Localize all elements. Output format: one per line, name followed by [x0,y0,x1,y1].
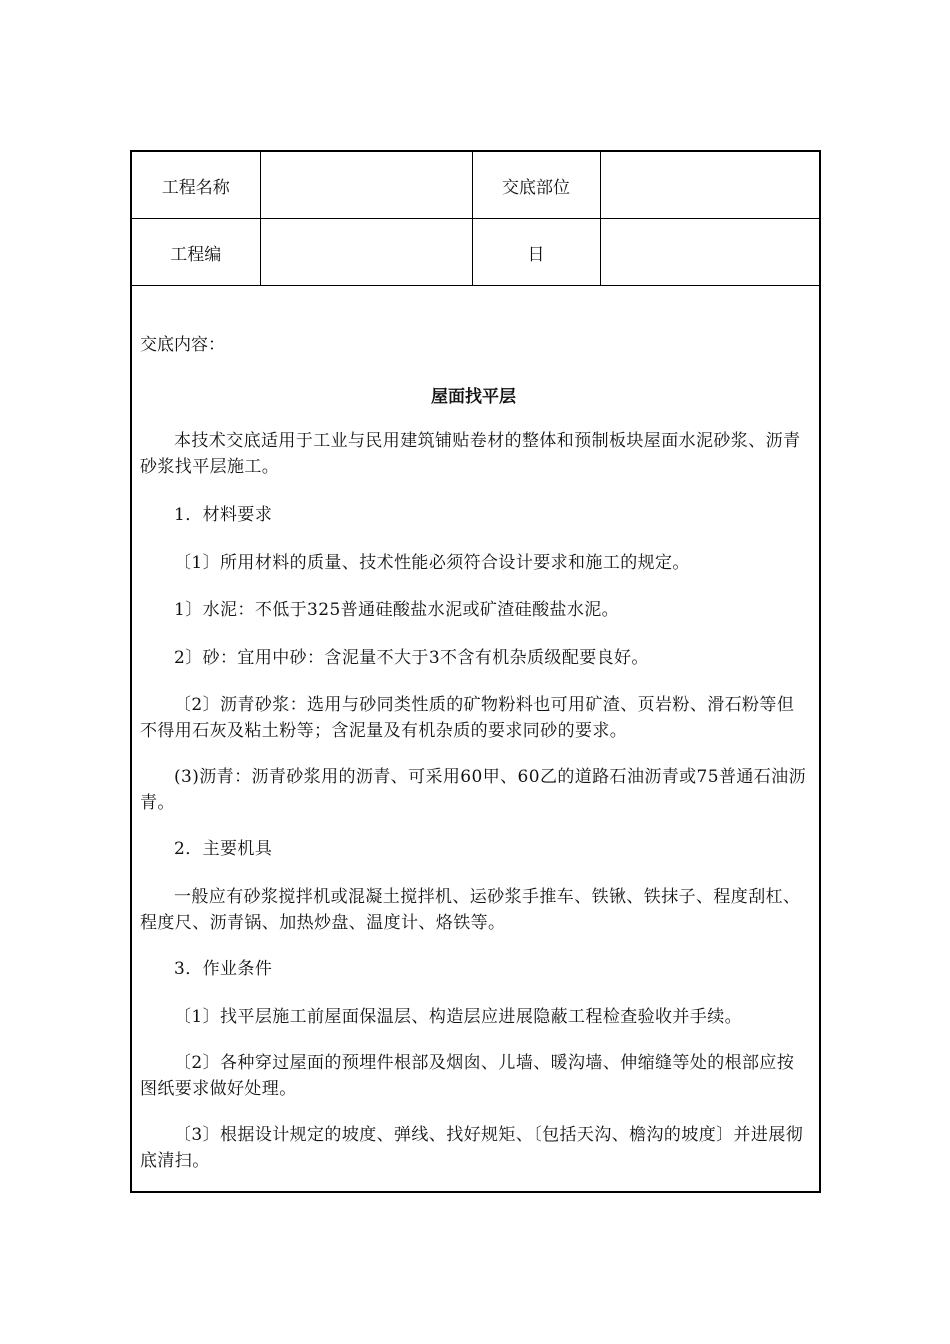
part-label: 交底部位 [472,152,600,219]
section-heading: 2．主要机具 [174,839,273,859]
content-label: 交底内容： [140,335,225,355]
date-label: 日 [472,219,600,286]
part-value [600,152,819,219]
paragraph: 〔1〕找平层施工前屋面保温层、构造层应进展隐蔽工程检查验收并手续。 [174,1007,743,1027]
paragraph: 2〕砂：宜用中砂：含泥量不大于3不含有机杂质级配要良好。 [174,648,649,668]
paragraph: 1〕水泥：不低于325普通硅酸盐水泥或矿渣硅酸盐水泥。 [174,600,620,620]
disclosure-form [130,150,821,1193]
paragraph: 〔2〕沥青砂浆：选用与砂同类性质的矿物粉料也可用矿渣、页岩粉、滑石粉等但不得用石灰及粘土粉等；含泥量及有机杂质的要求同砂的要求。 [140,695,795,741]
project-name-label: 工程名称 [132,152,260,219]
paragraph: 〔1〕所用材料的质量、技术性能必须符合设计要求和施工的规定。 [174,553,690,573]
section-heading: 1．材料要求 [174,505,273,525]
header-table [132,152,819,286]
project-no-label: 工程编 [132,219,260,286]
project-no-value [260,219,472,286]
project-name-value [260,152,472,219]
paragraph: 本技术交底适用于工业与民用建筑铺贴卷材的整体和预制板块屋面水泥砂浆、沥青砂浆找平层施工。 [140,431,801,477]
content-title: 屋面找平层 [431,387,516,407]
paragraph: 〔2〕各种穿过屋面的预埋件根部及烟囱、儿墙、暖沟墙、伸缩缝等处的根部应按图纸要求做好处理。 [140,1053,795,1099]
paragraph: 〔3〕根据设计规定的坡度、弹线、找好规矩、〔包括天沟、檐沟的坡度〕并进展彻底清扫。 [140,1125,804,1171]
paragraph: (3)沥青：沥青砂浆用的沥青、可采用60甲、60乙的道路石油沥青或75普通石油沥青。 [140,767,806,813]
paragraph: 一般应有砂浆搅拌机或混凝土搅拌机、运砂浆手推车、铁锹、铁抹子、程度刮杠、程度尺、沥青锅、加热炒盘、温度计、烙铁等。 [140,887,801,933]
date-value [600,219,819,286]
section-heading: 3．作业条件 [174,959,273,979]
